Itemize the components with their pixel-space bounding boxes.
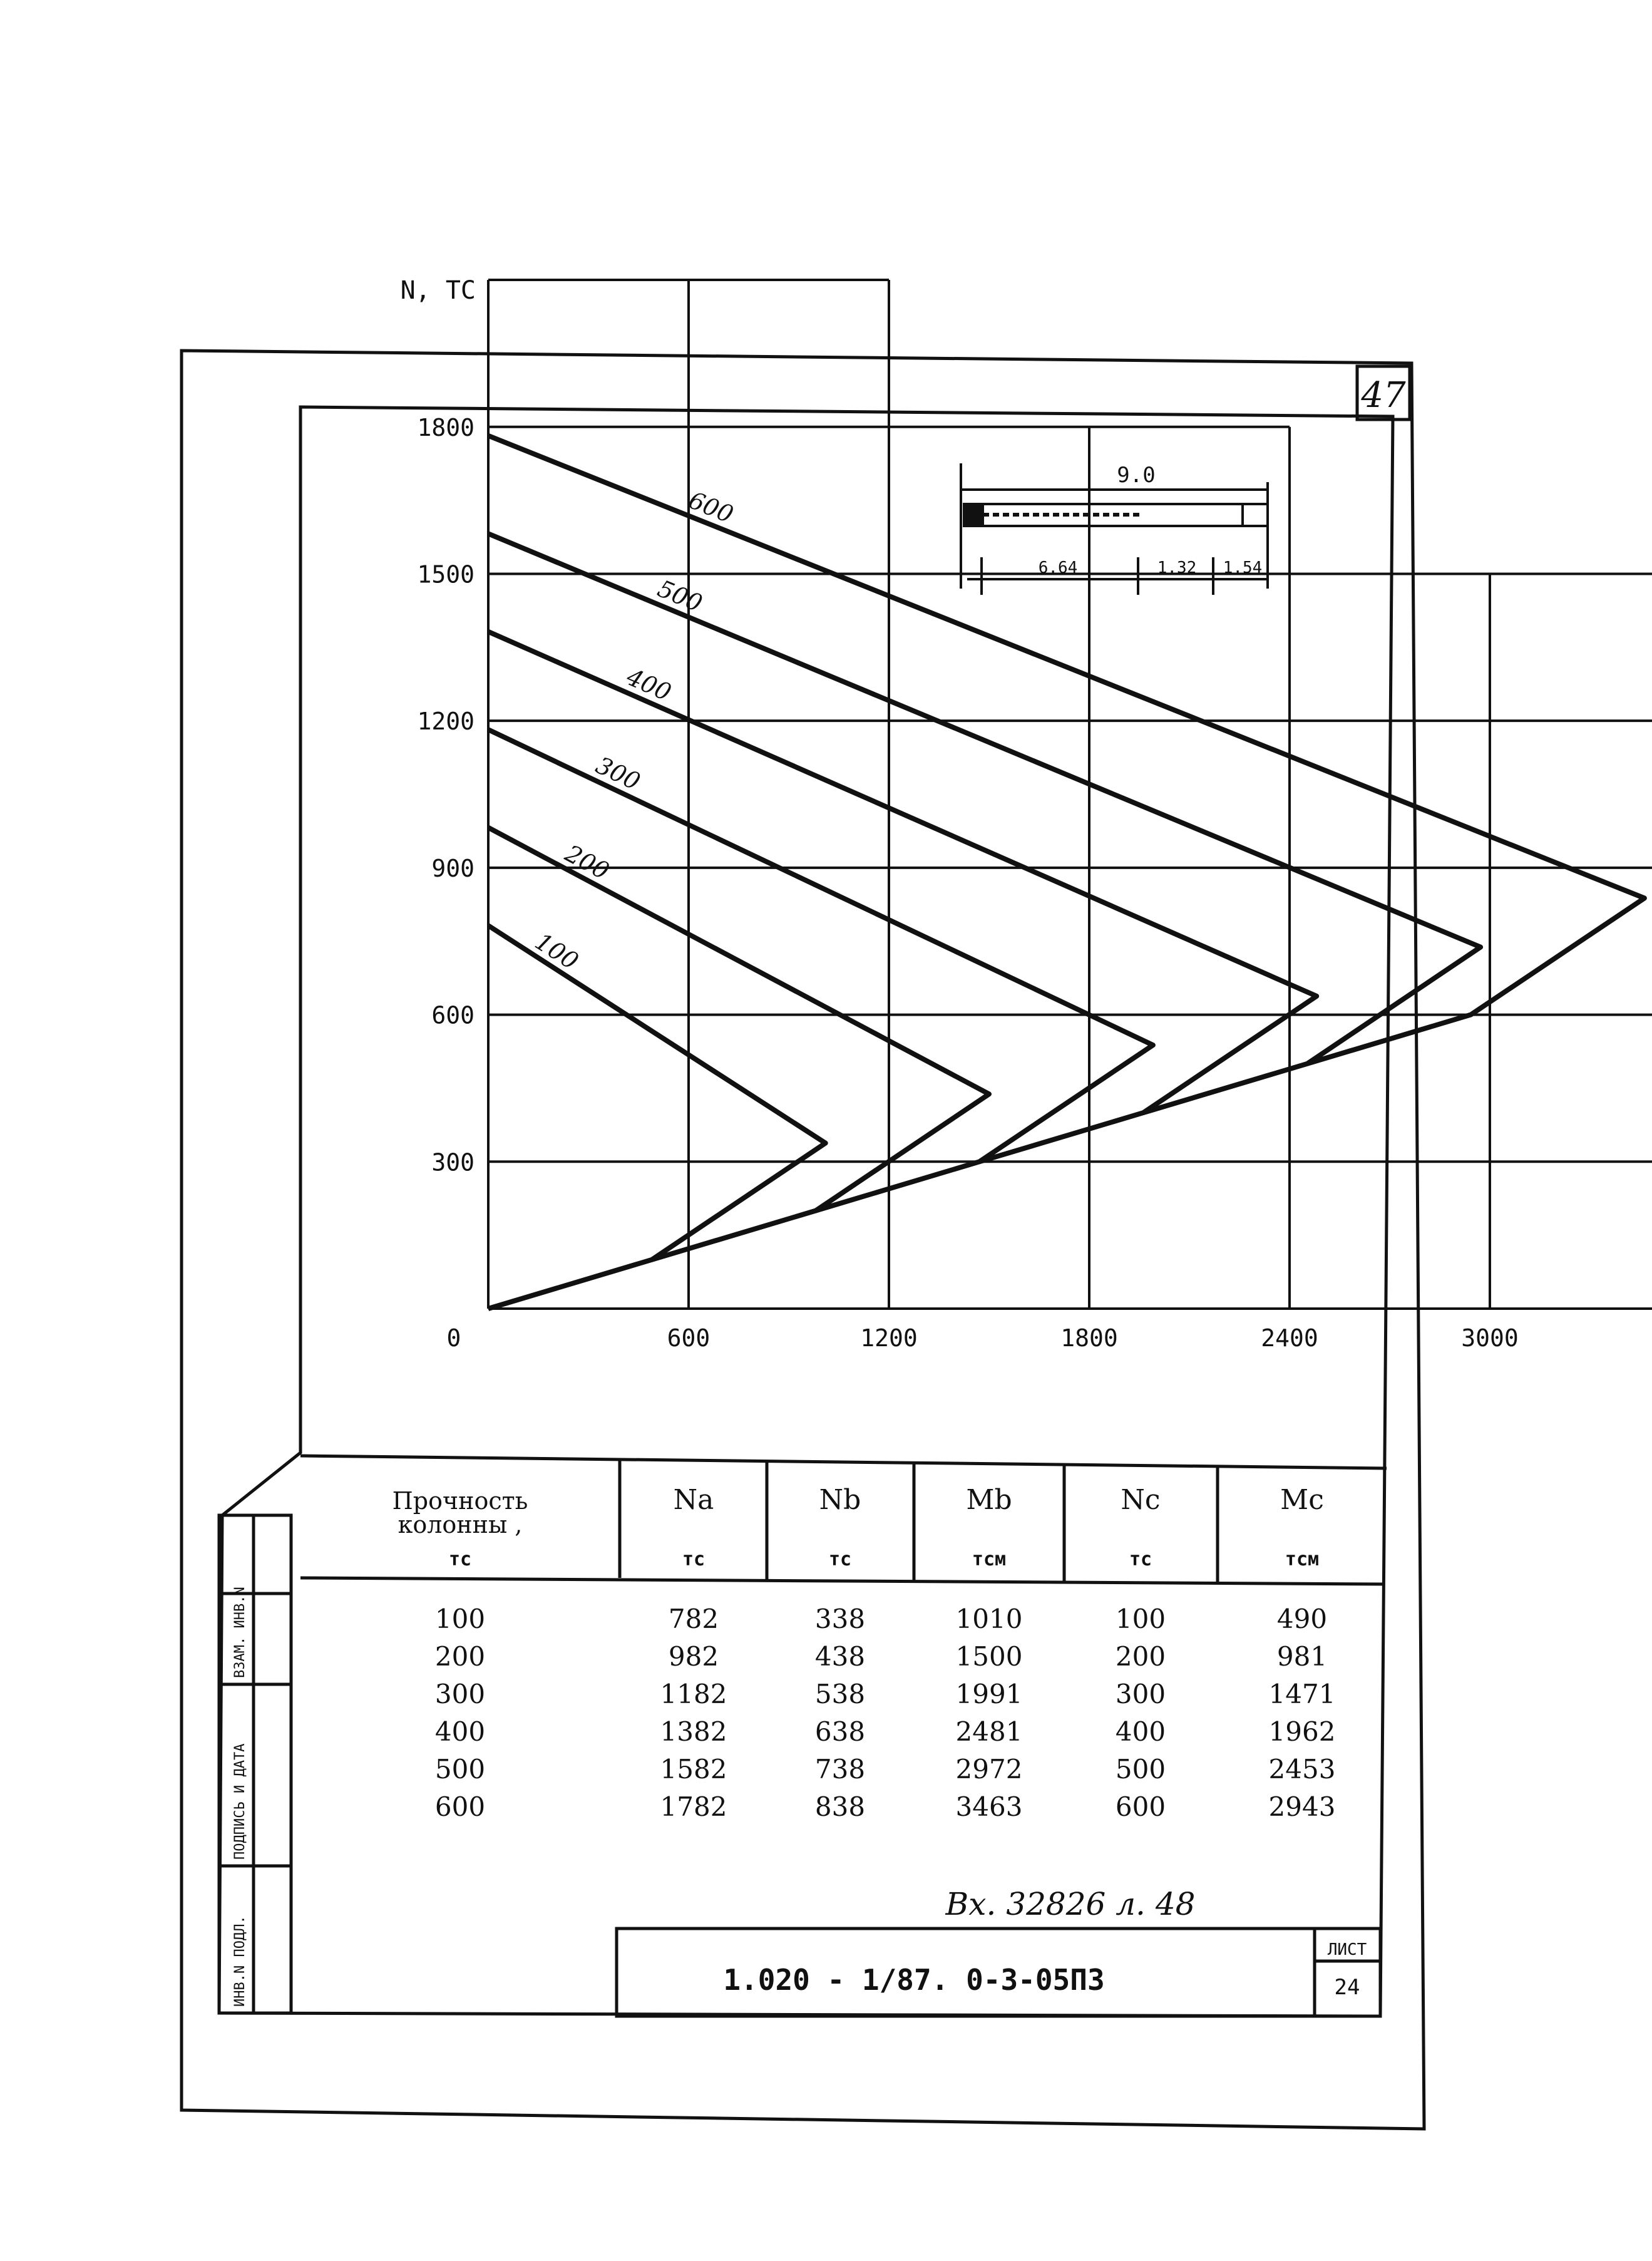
header-label: колонны , — [398, 1511, 523, 1538]
table-cell: 600 — [1115, 1791, 1166, 1822]
inset-segment-3: 1.54 — [1223, 559, 1263, 577]
series-label-500: 500 — [654, 574, 707, 618]
table-cell: 1471 — [1268, 1679, 1336, 1709]
x-tick-label: 1200 — [860, 1324, 918, 1352]
table-cell: 1382 — [660, 1716, 727, 1747]
table-cell: 400 — [434, 1716, 486, 1747]
stamp-label-signature-date: ПОДПИСЬ И ДАТА — [232, 1743, 248, 1860]
incoming-note: Вх. 32826 л. 48 — [945, 1886, 1196, 1922]
document-code: 1.020 - 1/87. 0-3-05ПЗ — [723, 1963, 1105, 1997]
y-tick-label: 900 — [431, 854, 475, 882]
header-label: Nb — [819, 1484, 861, 1516]
table-cell: 500 — [1115, 1754, 1166, 1785]
list-number: 24 — [1334, 1975, 1360, 2000]
table-cell: 2481 — [955, 1716, 1023, 1747]
table-header — [392, 1484, 1324, 1570]
header-label: Na — [673, 1484, 714, 1516]
interaction-diagram — [401, 276, 1652, 1354]
table-cell: 838 — [814, 1791, 866, 1822]
table-cell: 1182 — [660, 1679, 727, 1709]
table-cell: 600 — [434, 1791, 486, 1822]
chart-labels — [401, 276, 1652, 1354]
header-label: Nc — [1121, 1484, 1161, 1516]
table-cell: 300 — [434, 1679, 486, 1709]
x-tick-label: 3000 — [1461, 1324, 1519, 1352]
table-cell: 100 — [1115, 1604, 1166, 1634]
header-unit: тс — [828, 1548, 852, 1570]
y-tick-label: 600 — [431, 1001, 475, 1029]
table-cell: 200 — [434, 1641, 486, 1672]
table-cell: 338 — [814, 1604, 866, 1634]
header-unit: тс — [682, 1548, 705, 1570]
y-tick-label: 300 — [431, 1148, 475, 1177]
series-label-100: 100 — [530, 927, 583, 976]
table-cell: 2972 — [955, 1754, 1023, 1785]
chart-grid — [488, 280, 1652, 1309]
inset-total-length: 9.0 — [1117, 463, 1156, 488]
section-sketch — [961, 463, 1268, 595]
table-cell: 300 — [1115, 1679, 1166, 1709]
series-line-400 — [488, 632, 1316, 1162]
header-label: Mc — [1280, 1484, 1324, 1516]
series-label-300: 300 — [592, 751, 645, 796]
series-label-200: 200 — [560, 839, 614, 885]
table-cell: 1582 — [660, 1754, 727, 1785]
table-cell: 2943 — [1268, 1791, 1336, 1822]
table-cell: 3463 — [955, 1791, 1023, 1822]
header-unit: тсм — [1285, 1548, 1320, 1570]
table-cell: 1991 — [955, 1679, 1023, 1709]
series-line-500 — [488, 533, 1480, 1113]
table-cell: 490 — [1276, 1604, 1328, 1634]
table-cell: 200 — [1115, 1641, 1166, 1672]
table-cell: 500 — [434, 1754, 486, 1785]
table-cell: 2453 — [1268, 1754, 1336, 1785]
inset-segment-1: 6.64 — [1038, 559, 1078, 577]
outer-frame — [182, 351, 1424, 2129]
header-label: Прочность — [392, 1487, 528, 1515]
table-cell: 782 — [668, 1604, 719, 1634]
x-tick-label: 1800 — [1060, 1324, 1118, 1352]
inset-segment-2: 1.32 — [1157, 559, 1197, 577]
y-tick-label: 1500 — [417, 560, 475, 589]
table-cell: 438 — [814, 1641, 866, 1672]
stamp-label-original-inv: ИНВ.N ПОДЛ. — [232, 1915, 248, 2007]
table-cell: 1010 — [955, 1604, 1023, 1634]
origin-label: 0 — [446, 1324, 461, 1352]
table-cell: 1500 — [955, 1641, 1023, 1672]
header-unit: тс — [1129, 1548, 1152, 1570]
series-line-100 — [488, 925, 826, 1309]
y-tick-label: 1200 — [417, 708, 475, 736]
table-cell: 638 — [814, 1716, 866, 1747]
table-cell: 1962 — [1268, 1716, 1336, 1747]
header-unit: тсм — [972, 1548, 1007, 1570]
table-body — [435, 1604, 1336, 1822]
table-cell: 1782 — [660, 1791, 727, 1822]
stamp-label-replace-inv: ВЗАМ. ИНВ.N — [232, 1587, 248, 1678]
table-cell: 738 — [814, 1754, 866, 1785]
series-line-200 — [488, 828, 989, 1260]
y-tick-label: 1800 — [417, 413, 475, 441]
table-cell: 982 — [668, 1641, 719, 1672]
y-axis-label: N, ТС — [400, 276, 476, 306]
series-line-600 — [488, 436, 1644, 1064]
x-tick-label: 2400 — [1261, 1324, 1318, 1352]
x-tick-label: 600 — [667, 1324, 711, 1352]
header-label: Mb — [966, 1484, 1012, 1516]
series-label-600: 600 — [684, 486, 737, 529]
page-number: 47 — [1361, 375, 1406, 416]
table-cell: 538 — [814, 1679, 866, 1709]
header-unit: тс — [448, 1548, 472, 1570]
table-cell: 400 — [1115, 1716, 1166, 1747]
series-label-400: 400 — [622, 662, 675, 707]
table-cell: 100 — [434, 1604, 486, 1634]
list-label: ЛИСТ — [1327, 1940, 1367, 1959]
table-cell: 981 — [1276, 1641, 1328, 1672]
